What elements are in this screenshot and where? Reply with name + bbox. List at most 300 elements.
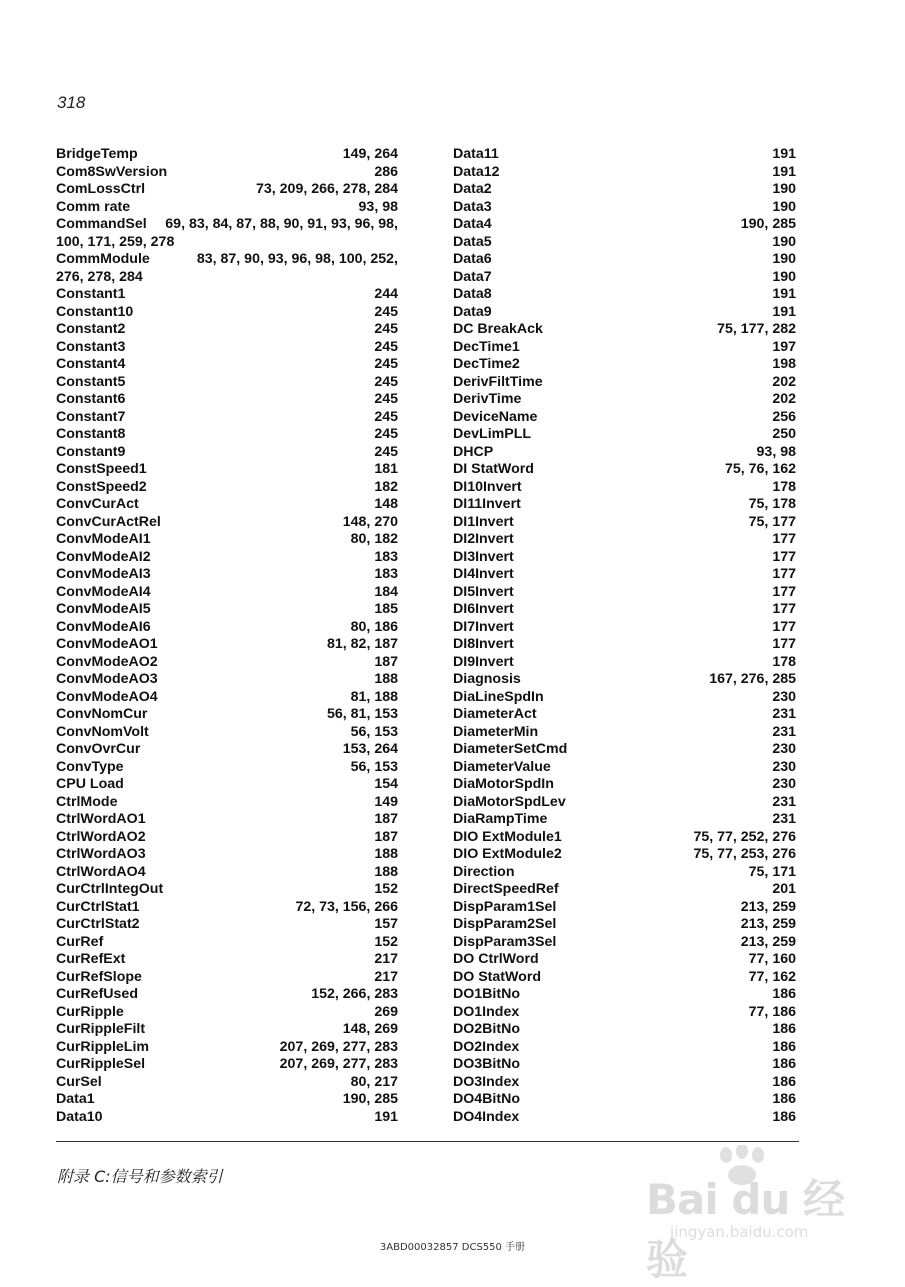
index-entry (56, 969, 398, 987)
index-entry (56, 654, 398, 672)
index-entry (453, 164, 796, 182)
index-pages: 69, 83, 84, 87, 88, 90, 91, 93, 96, 98, (165, 216, 398, 232)
index-entry (56, 566, 398, 584)
index-term: CurCtrlIntegOut (56, 881, 164, 897)
index-term: DI10Invert (453, 478, 522, 495)
index-term: DeviceName (453, 408, 538, 425)
index-pages: 188 (374, 863, 398, 880)
index-pages: 187 (374, 828, 398, 845)
index-term: DecTime1 (453, 338, 520, 355)
index-pages: 152, 266, 283 (311, 986, 398, 1002)
index-pages: 190, 285 (342, 1091, 398, 1107)
index-entry (453, 304, 796, 322)
index-entry (453, 374, 796, 392)
index-pages: 286 (374, 163, 398, 180)
index-entry (56, 759, 398, 777)
index-pages: 245 (374, 356, 398, 372)
index-term: DiameterAct (453, 706, 537, 722)
index-term: Constant2 (56, 321, 126, 337)
index-pages: 245 (374, 426, 398, 442)
index-entry (56, 531, 398, 549)
index-pages: 244 (374, 286, 398, 302)
index-entry (56, 601, 398, 619)
index-entry (56, 1021, 398, 1039)
index-pages: 56, 153 (350, 723, 398, 740)
index-entry (453, 899, 796, 917)
index-term: ConvModeAI3 (56, 566, 151, 582)
index-term: DI4Invert (453, 566, 514, 582)
index-term: DispParam3Sel (453, 933, 557, 950)
index-entry (56, 724, 398, 742)
index-term: DiaRampTime (453, 811, 548, 827)
index-pages-continued: 100, 171, 259, 278 (56, 233, 175, 250)
index-pages: 177 (772, 636, 796, 652)
index-entry (56, 1074, 398, 1092)
index-pages: 177 (772, 566, 796, 582)
index-pages: 80, 217 (350, 1073, 398, 1090)
index-pages: 217 (374, 968, 398, 985)
index-pages: 207, 269, 277, 283 (279, 1038, 398, 1055)
index-entry (453, 619, 796, 637)
index-pages: 231 (772, 811, 796, 827)
index-entry (56, 671, 398, 689)
index-term: CtrlWordAO3 (56, 846, 146, 862)
index-term: DO1BitNo (453, 986, 520, 1002)
index-term: ConvType (56, 758, 124, 775)
index-term: DI5Invert (453, 583, 514, 600)
index-term: Constant4 (56, 356, 126, 372)
index-entry (453, 811, 796, 829)
index-pages: 80, 182 (350, 531, 398, 547)
index-entry (453, 146, 796, 164)
index-entry (56, 1004, 398, 1022)
index-term: Data4 (453, 216, 492, 232)
index-entry (453, 794, 796, 812)
index-entry (56, 251, 398, 269)
index-pages: 202 (772, 373, 796, 390)
index-entry (453, 584, 796, 602)
index-term: Constant10 (56, 303, 134, 320)
index-pages: 191 (772, 163, 796, 180)
index-term: Diagnosis (453, 671, 521, 687)
index-entry (453, 1109, 796, 1127)
index-entry (56, 829, 398, 847)
document-id: 3ABD00032857 DCS550 手册 (379, 1242, 526, 1253)
index-term: DIO ExtModule1 (453, 828, 562, 845)
index-entry (453, 1056, 796, 1074)
index-pages: 186 (772, 986, 796, 1002)
index-term: DerivTime (453, 391, 522, 407)
index-term: CtrlWordAO4 (56, 863, 146, 880)
index-entry (453, 724, 796, 742)
index-term: ConvNomVolt (56, 723, 149, 740)
index-column-right (453, 146, 796, 1126)
index-term: Data12 (453, 163, 500, 180)
index-entry (453, 514, 796, 532)
index-entry (56, 461, 398, 479)
index-term: ConvOvrCur (56, 741, 141, 757)
index-pages: 81, 188 (350, 688, 398, 705)
index-entry (56, 444, 398, 462)
index-term: CurRefUsed (56, 986, 138, 1002)
index-entry (56, 1039, 398, 1057)
index-pages: 77, 186 (748, 1003, 796, 1020)
index-term: ConvModeAI5 (56, 601, 151, 617)
index-pages: 190 (772, 181, 796, 197)
index-entry (453, 654, 796, 672)
index-entry (56, 339, 398, 357)
index-term: CurRefSlope (56, 968, 142, 985)
index-entry (453, 321, 796, 339)
index-pages: 75, 178 (748, 496, 796, 512)
index-pages: 186 (772, 1073, 796, 1090)
index-term: ConvModeAO2 (56, 653, 158, 670)
index-pages: 188 (374, 846, 398, 862)
index-entry (56, 356, 398, 374)
index-entry (453, 1004, 796, 1022)
index-term: Data10 (56, 1108, 103, 1125)
section-title: 附录 C:信号和参数索引 (57, 1167, 223, 1186)
index-pages: 152 (374, 881, 398, 897)
index-term: CommModule (56, 251, 150, 267)
index-entry (56, 776, 398, 794)
index-pages: 186 (772, 1108, 796, 1125)
index-term: DiaLineSpdIn (453, 688, 544, 705)
index-pages: 190 (772, 198, 796, 215)
index-entry (56, 164, 398, 182)
index-entry (56, 864, 398, 882)
index-pages: 186 (772, 1091, 796, 1107)
index-pages: 149, 264 (342, 146, 398, 162)
index-entry (453, 356, 796, 374)
index-term: ConstSpeed1 (56, 461, 147, 477)
index-term: DiameterMin (453, 723, 539, 740)
index-term: DO3Index (453, 1073, 520, 1090)
index-pages: 217 (374, 951, 398, 967)
index-pages: 191 (374, 1108, 398, 1125)
index-entry-continuation (56, 234, 398, 252)
index-term: ConvModeAI4 (56, 583, 151, 600)
index-entry (453, 216, 796, 234)
index-pages: 77, 162 (748, 968, 796, 985)
index-term: CurRippleLim (56, 1038, 150, 1055)
index-pages: 154 (374, 776, 398, 792)
index-term: ConvModeAO3 (56, 671, 158, 687)
index-entry (56, 1056, 398, 1074)
index-entry (453, 1021, 796, 1039)
index-term: Constant8 (56, 426, 126, 442)
index-term: DO2Index (453, 1038, 520, 1055)
index-pages: 178 (772, 653, 796, 670)
index-pages: 191 (772, 146, 796, 162)
index-term: Data7 (453, 268, 492, 285)
index-entry (56, 706, 398, 724)
index-term: Data2 (453, 181, 492, 197)
index-pages-continued: 276, 278, 284 (56, 268, 143, 285)
index-entry (56, 811, 398, 829)
index-entry (56, 549, 398, 567)
index-pages: 77, 160 (748, 951, 796, 967)
index-pages: 191 (772, 286, 796, 302)
index-entry (453, 1074, 796, 1092)
index-term: ConstSpeed2 (56, 478, 147, 495)
index-entry (453, 706, 796, 724)
index-entry (56, 199, 398, 217)
index-pages: 80, 186 (350, 618, 398, 635)
index-entry (56, 409, 398, 427)
index-pages: 187 (374, 811, 398, 827)
index-entry (453, 426, 796, 444)
index-entry (56, 181, 398, 199)
index-pages: 75, 77, 252, 276 (693, 828, 796, 845)
index-pages: 75, 177, 282 (717, 321, 796, 337)
index-entry (56, 1091, 398, 1109)
index-entry (56, 304, 398, 322)
index-term: ComLossCtrl (56, 181, 146, 197)
index-entry (453, 1091, 796, 1109)
index-term: DI9Invert (453, 653, 514, 670)
index-pages: 245 (374, 443, 398, 460)
index-pages: 190 (772, 233, 796, 250)
index-term: DerivFiltTime (453, 373, 543, 390)
index-entry (453, 409, 796, 427)
index-entry (453, 339, 796, 357)
baidu-watermark (640, 1145, 860, 1284)
index-pages: 197 (772, 338, 796, 355)
index-entry (56, 146, 398, 164)
index-term: DO2BitNo (453, 1021, 520, 1037)
index-term: Data5 (453, 233, 492, 250)
index-term: DiameterValue (453, 758, 551, 775)
index-term: DI11Invert (453, 496, 521, 512)
index-pages: 182 (374, 478, 398, 495)
index-entry (453, 671, 796, 689)
index-pages: 230 (772, 758, 796, 775)
index-entry (56, 846, 398, 864)
index-term: DO CtrlWord (453, 951, 539, 967)
index-pages: 177 (772, 601, 796, 617)
index-pages: 152 (374, 933, 398, 950)
index-pages: 83, 87, 90, 93, 96, 98, 100, 252, (196, 251, 398, 267)
index-entry (453, 864, 796, 882)
index-entry (453, 986, 796, 1004)
index-pages: 245 (374, 303, 398, 320)
index-term: DI3Invert (453, 548, 514, 565)
index-term: ConvModeAI6 (56, 618, 151, 635)
paw-icon (712, 1145, 772, 1185)
index-pages: 245 (374, 391, 398, 407)
index-entry (453, 916, 796, 934)
index-term: CurRippleSel (56, 1056, 146, 1072)
index-entry (453, 1039, 796, 1057)
index-term: CurRippleFilt (56, 1021, 146, 1037)
index-term: DO3BitNo (453, 1056, 520, 1072)
index-term: Data6 (453, 251, 492, 267)
index-term: Constant7 (56, 408, 126, 425)
index-term: DevLimPLL (453, 426, 532, 442)
index-entry (453, 181, 796, 199)
index-term: ConvModeAI2 (56, 548, 151, 565)
index-term: Data1 (56, 1091, 95, 1107)
index-pages: 56, 81, 153 (327, 706, 398, 722)
index-term: DiaMotorSpdIn (453, 776, 554, 792)
index-pages: 184 (374, 583, 398, 600)
index-pages: 230 (772, 741, 796, 757)
index-term: ConvModeAO1 (56, 636, 158, 652)
index-entry (453, 199, 796, 217)
index-pages: 231 (772, 706, 796, 722)
index-term: ConvCurAct (56, 496, 139, 512)
index-pages: 245 (374, 338, 398, 355)
index-entry (56, 479, 398, 497)
index-term: Data3 (453, 198, 492, 215)
index-pages: 75, 177 (748, 513, 796, 530)
index-pages: 148, 270 (342, 513, 398, 530)
index-term: CurCtrlStat2 (56, 916, 140, 932)
index-entry (56, 216, 398, 234)
index-term: Data9 (453, 303, 492, 320)
index-column-left (56, 146, 398, 1126)
index-pages: 190 (772, 251, 796, 267)
index-entry (453, 636, 796, 654)
index-pages: 72, 73, 156, 266 (295, 898, 398, 915)
index-term: Constant9 (56, 443, 126, 460)
index-entry (56, 321, 398, 339)
index-entry (56, 934, 398, 952)
index-entry (453, 496, 796, 514)
index-entry (56, 916, 398, 934)
index-pages: 198 (772, 356, 796, 372)
index-term: Data8 (453, 286, 492, 302)
index-entry (56, 794, 398, 812)
index-pages: 207, 269, 277, 283 (279, 1056, 398, 1072)
footer-divider (56, 1141, 799, 1142)
index-term: DO4BitNo (453, 1091, 520, 1107)
index-pages: 256 (772, 408, 796, 425)
index-pages: 231 (772, 793, 796, 810)
index-entry (56, 1109, 398, 1127)
index-entry (453, 566, 796, 584)
index-entry (453, 776, 796, 794)
index-pages: 186 (772, 1021, 796, 1037)
index-pages: 250 (772, 426, 796, 442)
index-term: Direction (453, 863, 515, 880)
index-entry (453, 234, 796, 252)
index-term: DHCP (453, 443, 494, 460)
index-pages: 202 (772, 391, 796, 407)
index-pages: 75, 171 (748, 863, 796, 880)
index-term: CurRipple (56, 1003, 124, 1020)
index-entry (56, 391, 398, 409)
index-pages: 190, 285 (740, 216, 796, 232)
index-pages: 167, 276, 285 (709, 671, 796, 687)
index-term: CurSel (56, 1073, 102, 1090)
index-term: DI7Invert (453, 618, 514, 635)
watermark-brand: Bai du 经验 (646, 1175, 844, 1284)
index-term: DecTime2 (453, 356, 520, 372)
index-entry (453, 549, 796, 567)
index-term: CurRef (56, 933, 104, 950)
index-pages: 75, 76, 162 (725, 461, 796, 477)
index-entry (453, 461, 796, 479)
index-pages: 153, 264 (342, 741, 398, 757)
index-term: DI2Invert (453, 531, 514, 547)
index-entry (453, 951, 796, 969)
index-entry-continuation (56, 269, 398, 287)
index-entry (56, 286, 398, 304)
index-term: DispParam1Sel (453, 898, 557, 915)
index-term: ConvCurActRel (56, 513, 161, 530)
index-term: DI8Invert (453, 636, 514, 652)
index-term: DO StatWord (453, 968, 542, 985)
index-pages: 149 (374, 793, 398, 810)
index-pages: 186 (772, 1056, 796, 1072)
index-entry (56, 986, 398, 1004)
index-term: CPU Load (56, 776, 124, 792)
index-pages: 245 (374, 408, 398, 425)
index-term: DI1Invert (453, 513, 514, 530)
index-pages: 56, 153 (350, 758, 398, 775)
index-entry (453, 969, 796, 987)
index-term: Constant1 (56, 286, 126, 302)
index-pages: 269 (374, 1003, 398, 1020)
watermark-url: jingyan.baidu.com (670, 1223, 809, 1241)
index-entry (453, 531, 796, 549)
index-pages: 186 (772, 1038, 796, 1055)
index-pages: 93, 98 (358, 198, 398, 215)
index-term: DO4Index (453, 1108, 520, 1125)
index-entry (453, 444, 796, 462)
index-pages: 190 (772, 268, 796, 285)
index-pages: 81, 82, 187 (327, 636, 398, 652)
index-entry (453, 741, 796, 759)
index-term: DiaMotorSpdLev (453, 793, 566, 810)
index-pages: 201 (772, 881, 796, 897)
index-term: DIO ExtModule2 (453, 846, 562, 862)
index-pages: 177 (772, 583, 796, 600)
index-term: Constant6 (56, 391, 126, 407)
index-pages: 177 (772, 531, 796, 547)
index-pages: 245 (374, 373, 398, 390)
index-entry (453, 829, 796, 847)
index-term: ConvModeAO4 (56, 688, 158, 705)
index-term: DispParam2Sel (453, 916, 557, 932)
index-pages: 188 (374, 671, 398, 687)
page-number: 318 (57, 93, 86, 112)
index-entry (453, 286, 796, 304)
index-pages: 75, 77, 253, 276 (693, 846, 796, 862)
index-pages: 213, 259 (740, 916, 796, 932)
index-term: Data11 (453, 146, 499, 162)
index-pages: 93, 98 (756, 443, 796, 460)
index-term: CtrlWordAO2 (56, 828, 146, 845)
index-term: Com8SwVersion (56, 163, 168, 180)
index-entry (453, 269, 796, 287)
index-entry (56, 514, 398, 532)
index-pages: 185 (374, 601, 398, 617)
index-pages: 213, 259 (740, 933, 796, 950)
index-pages: 157 (374, 916, 398, 932)
index-term: DI6Invert (453, 601, 514, 617)
index-pages: 73, 209, 266, 278, 284 (256, 181, 398, 197)
index-entry (56, 374, 398, 392)
index-entry (56, 584, 398, 602)
index-pages: 187 (374, 653, 398, 670)
index-term: CommandSel (56, 216, 147, 232)
index-entry (453, 881, 796, 899)
index-term: DC BreakAck (453, 321, 543, 337)
index-entry (56, 426, 398, 444)
